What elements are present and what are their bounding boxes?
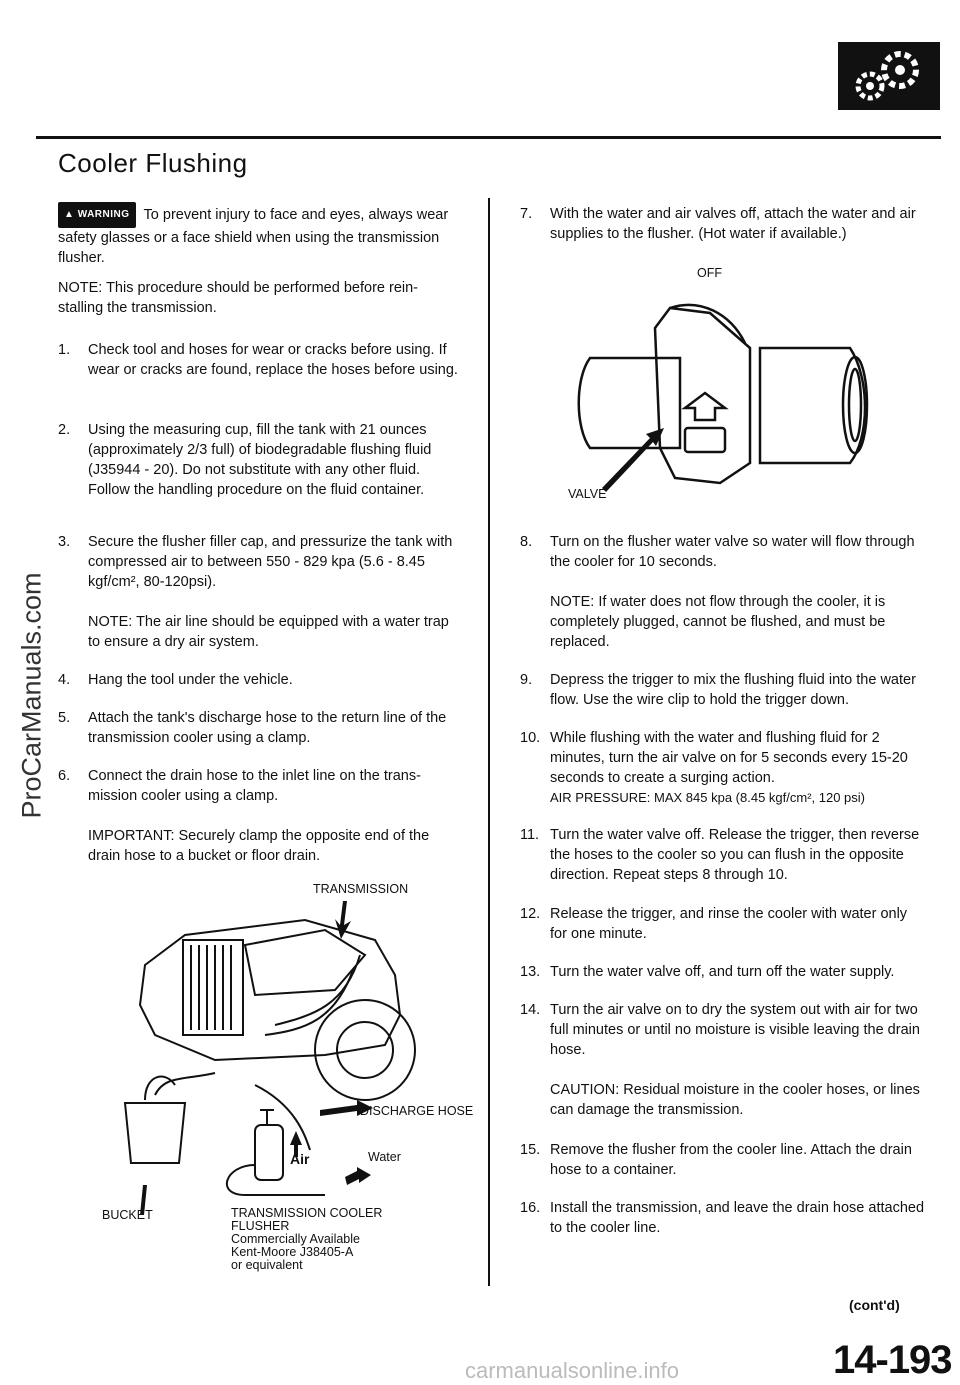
caution-note: CAUTION: Residual moisture in the cooler hoses, or lines can damage the transmission. xyxy=(550,1082,920,1118)
step-11: 11. Turn the water valve off. Release the trigger, then reverse the hoses to the cooler so you can flush in the opposite direction. Repeat steps 8 through 10. xyxy=(520,827,920,883)
gear-logo-icon xyxy=(838,42,940,110)
step-16: 16. Install the transmission, and leave the drain hose attached to the cooler line. xyxy=(520,1200,925,1236)
page-title: Cooler Flushing xyxy=(58,148,248,178)
flusher-setup-illustration xyxy=(95,895,455,1215)
label-flusher: TRANSMISSION COOLER FLUSHER Commercially Available Kent-Moore J38405-A or equivalent xyxy=(231,1206,383,1272)
step-15: 15. Remove the flusher from the cooler line. Attach the drain hose to a container. xyxy=(520,1142,912,1178)
important-note: IMPORTANT: Securely clamp the opposite end of the drain hose to a bucket or floor drain. xyxy=(88,828,430,864)
column-divider xyxy=(488,198,490,1286)
label-off: OFF xyxy=(697,266,722,280)
step-5: 5. Attach the tank's discharge hose to the return line of the transmission cooler using a clamp. xyxy=(58,710,447,746)
side-watermark: ProCarManuals.com xyxy=(16,572,47,819)
warning-badge: ▲ WARNING xyxy=(58,202,136,228)
label-water: Water xyxy=(368,1150,401,1164)
step-8-note: NOTE: If water does not flow through the cooler, it is completely plugged, cannot be flushed, and must be replaced. xyxy=(550,594,886,650)
label-bucket: BUCKET xyxy=(102,1208,153,1222)
air-pressure: AIR PRESSURE: MAX 845 kpa (8.45 kgf/cm², 120 psi) xyxy=(550,790,866,805)
page-number: 14-193 xyxy=(833,1338,952,1382)
step-6: 6. Connect the drain hose to the inlet line on the trans-mission cooler using a clamp. xyxy=(58,768,421,804)
step-1: 1. Check tool and hoses for wear or cracks before using. If wear or cracks are found, replace the hoses before using. xyxy=(58,342,458,378)
step-4: 4. Hang the tool under the vehicle. xyxy=(58,672,293,688)
note-reinstall: NOTE: This procedure should be performed before rein-stalling the transmission. xyxy=(58,280,418,316)
step-14: 14. Turn the air valve on to dry the system out with air for two full minutes or until no moisture is visible leaving the drain hose. xyxy=(520,1002,920,1058)
label-discharge-hose: DISCHARGE HOSE xyxy=(360,1104,474,1118)
label-valve: VALVE xyxy=(568,487,607,501)
valve-illustration xyxy=(560,288,890,503)
header-rule xyxy=(36,136,941,139)
step-9: 9. Depress the trigger to mix the flushing fluid into the water flow. Use the wire clip to hold the trigger down. xyxy=(520,672,916,708)
step-3-note: NOTE: The air line should be equipped with a water trap to ensure a dry air system. xyxy=(88,614,449,650)
label-transmission: TRANSMISSION xyxy=(313,882,409,896)
step-2: 2. Using the measuring cup, fill the tank with 21 ounces (approximately 2/3 full) of biodegradable flushing fluid (J35944 - 20). Do not substitute with any other fluid. Follow the handling procedure on the fluid container. xyxy=(58,422,432,498)
step-8: 8. Turn on the flusher water valve so water will flow through the cooler for 10 seconds. xyxy=(520,534,915,570)
step-13: 13. Turn the water valve off, and turn off the water supply. xyxy=(520,964,895,980)
footer-watermark: carmanualsonline.info xyxy=(465,1358,680,1383)
step-3: 3. Secure the flusher filler cap, and pressurize the tank with compressed air to between 550 - 829 kpa (5.6 - 8.45 kgf/cm², 80-120psi). xyxy=(58,534,453,590)
step-12: 12. Release the trigger, and rinse the cooler with water only for one minute. xyxy=(520,906,908,942)
warning-text: To prevent injury to face and eyes, always wear safety glasses or a face shield when using the transmission flusher. xyxy=(58,206,449,266)
continued-label: (cont'd) xyxy=(849,1297,900,1313)
label-air: Air xyxy=(290,1151,310,1167)
step-10: 10. While flushing with the water and flushing fluid for 2 minutes, turn the air valve on for 5 seconds every 15-20 seconds to create a surging action. xyxy=(520,730,908,786)
warning-block xyxy=(58,202,460,268)
step-7: 7. With the water and air valves off, attach the water and air supplies to the flusher. (Hot water if available.) xyxy=(520,206,916,242)
